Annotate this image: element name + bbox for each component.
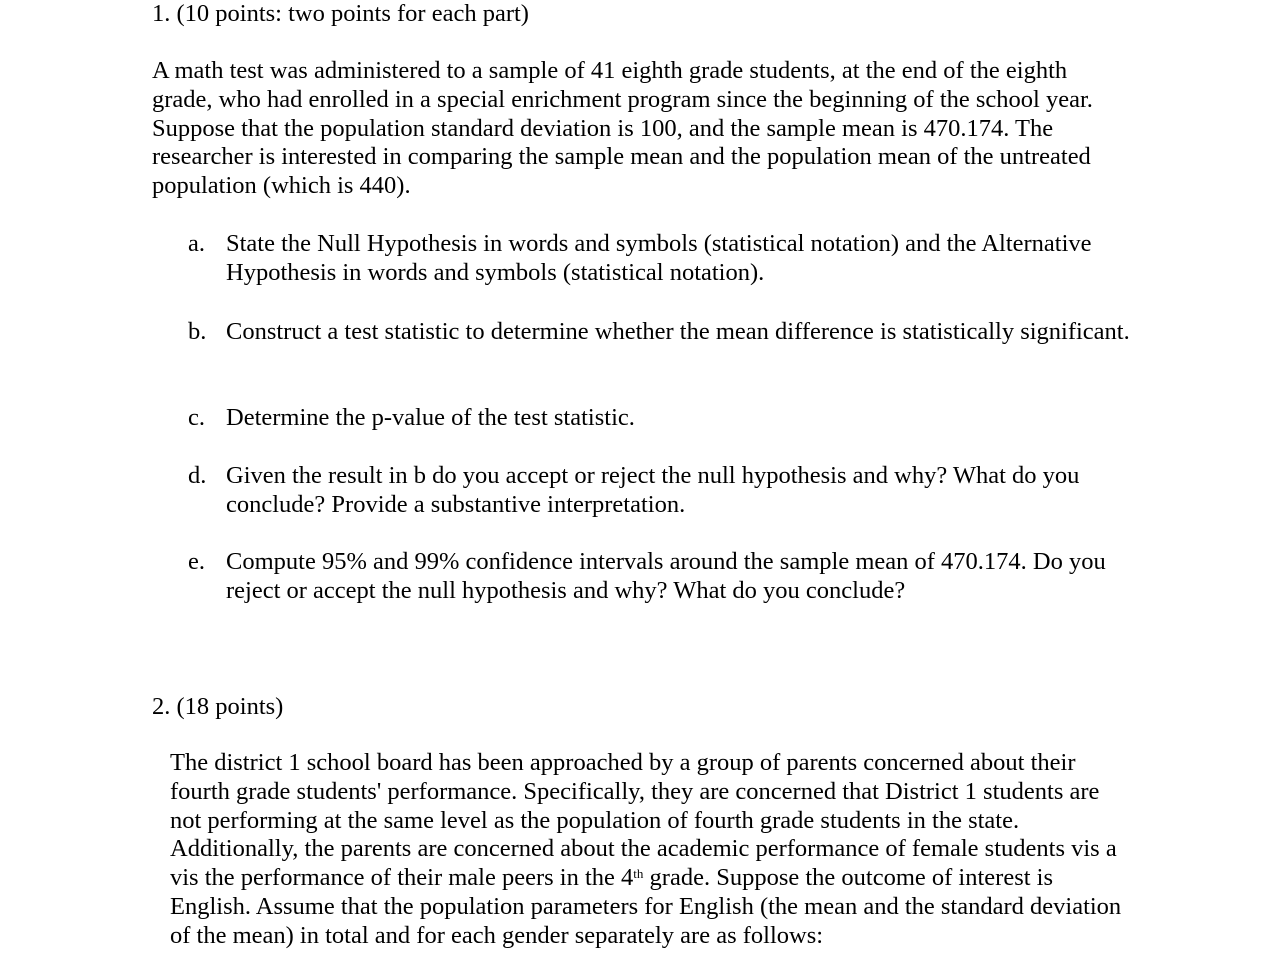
question-2-paragraph-start: The district 1 school board has been approached by a group of parents concerned about their fourth grade students' performance. Specifically, they are concerned that District 1 students are not performing at the same level as the population of fourth grade students in the state. Additionally, the parents are concerned about the academic performance of female students vis a vis the performance of their male peers in the 4 bbox=[170, 749, 1117, 892]
question-1-part-b bbox=[188, 317, 1133, 346]
question-1-part-c bbox=[188, 403, 1133, 432]
part-e-letter: e. bbox=[188, 548, 205, 575]
part-c-text: Determine the p-value of the test statistic. bbox=[226, 404, 635, 431]
question-2-paragraph-end: grade. Suppose the outcome of interest is English. Assume that the population parameters for English (the mean and the standard deviation of the mean) in total and for each gender separately are as follows: bbox=[170, 864, 1122, 949]
part-d-text: Given the result in b do you accept or reject the null hypothesis and why? What do you conclude? Provide a substantive interpretation. bbox=[226, 462, 1080, 518]
question-1-paragraph: A math test was administered to a sample of 41 eighth grade students, at the end of the eighth grade, who had enrolled in a special enrichment program since the beginning of the school year. Suppose that the population standard deviation is 100, and the sample mean is 470.174. The researcher is interested in comparing the sample mean and the population mean of the untreated population (which is 440). bbox=[152, 57, 1093, 200]
question-2-paragraph bbox=[170, 749, 1130, 951]
part-a-text: State the Null Hypothesis in words and symbols (statistical notation) and the Alternative Hypothesis in words and symbols (statistical notation). bbox=[226, 230, 1092, 286]
question-1-part-e bbox=[188, 547, 1133, 605]
question-2-heading: 2. (18 points) bbox=[152, 693, 284, 720]
question-1-part-a bbox=[188, 229, 1133, 287]
question-1-heading: 1. (10 points: two points for each part) bbox=[152, 0, 529, 27]
part-c-letter: c. bbox=[188, 404, 205, 431]
part-b-letter: b. bbox=[188, 318, 207, 345]
part-a-letter: a. bbox=[188, 230, 205, 257]
part-d-letter: d. bbox=[188, 462, 207, 489]
part-b-text: Construct a test statistic to determine whether the mean difference is statistically significant. bbox=[226, 318, 1130, 345]
part-e-text: Compute 95% and 99% confidence intervals around the sample mean of 470.174. Do you reject or accept the null hypothesis and why? What do you conclude? bbox=[226, 548, 1106, 604]
ordinal-suffix: th bbox=[633, 866, 644, 882]
question-1-part-d bbox=[188, 461, 1133, 519]
